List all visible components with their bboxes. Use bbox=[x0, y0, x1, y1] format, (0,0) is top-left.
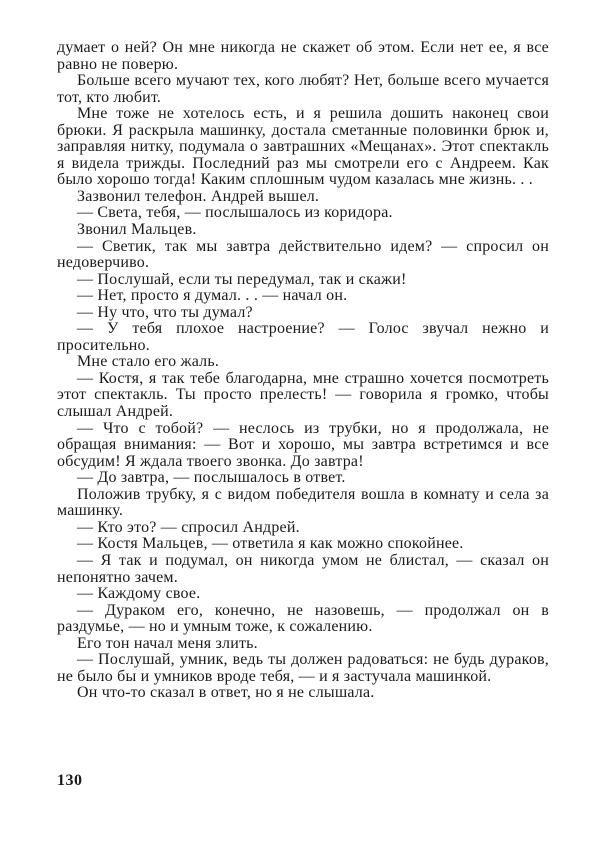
paragraph: Больше всего мучают тех, кого любят? Нет, больше всего мучается тот, кто любит. bbox=[57, 72, 549, 106]
paragraph: Зазвонил телефон. Андрей вышел. bbox=[77, 187, 320, 205]
paragraph: — Что с тобой? — неслось из трубки, но я продолжала, не обращая внимания: — Вот и хорошо, мы завтра встретимся и все обсудим! Я ждала твоего звонка. До завтра! bbox=[57, 419, 549, 470]
paragraph: — Света, тебя, — послышалось из коридора. bbox=[77, 204, 393, 222]
paragraph: — Костя, я так тебе благодарна, мне страшно хочется посмотреть этот спектакль. Ты просто прелесть! — говорила я громко, чтобы слышал Андрей. bbox=[57, 369, 549, 421]
paragraph: Его тон начал меня злить. bbox=[77, 634, 258, 652]
paragraph: — Кто это? — спросил Андрей. bbox=[77, 518, 300, 536]
paragraph: — Каждому свое. bbox=[77, 585, 201, 603]
paragraph: — Послушай, умник, ведь ты должен радоваться: не будь дураков, не было бы и умников вроде тебя, — и я застучала машинкой. bbox=[57, 651, 549, 685]
page-number: 130 bbox=[57, 772, 83, 789]
paragraph: Звонил Мальцев. bbox=[77, 221, 197, 239]
paragraph: думает о ней? Он мне никогда не скажет об этом. Если нет ее, я все равно не поверю. bbox=[57, 39, 549, 73]
paragraph: — Дураком его, конечно, не назовешь, — продолжал он в раздумье, — но и умным тоже, к сожалению. bbox=[57, 601, 549, 636]
paragraph: — Светик, так мы завтра действительно идем? — спросил он недоверчиво. bbox=[57, 237, 549, 272]
body-text bbox=[57, 40, 549, 702]
paragraph: — Ну что, что ты думал? bbox=[77, 303, 253, 321]
paragraph: — Нет, просто я думал. . . — начал он. bbox=[77, 287, 348, 305]
paragraph: — Костя Мальцев, — ответила я как можно спокойнее. bbox=[77, 535, 464, 553]
paragraph: Мне тоже не хотелось есть, и я решила дошить наконец свои брюки. Я раскрыла машинку, достала сметанные половинки брюк и, заправляя нитку, подумала о завтрашних «Мещанах». Этот спектакль я видела трижды. Последний раз мы смотрели его с Андреем. Как было хорошо тогда! Каким сплошным чудом казалась мне жизнь. . . bbox=[57, 105, 549, 189]
paragraph: — Послушай, если ты передумал, так и скажи! bbox=[77, 270, 407, 288]
paragraph: — До завтра, — послышалось в ответ. bbox=[77, 469, 346, 487]
paragraph: Мне стало его жаль. bbox=[77, 353, 220, 371]
paragraph: Положив трубку, я с видом победителя вошла в комнату и села за машинку. bbox=[57, 485, 549, 520]
paragraph: — Я так и подумал, он никогда умом не блистал, — сказал он непонятно зачем. bbox=[57, 551, 549, 586]
paragraph: Он что-то сказал в ответ, но я не слышала. bbox=[77, 684, 375, 702]
paragraph: — У тебя плохое настроение? — Голос звучал нежно и просительно. bbox=[57, 320, 549, 354]
